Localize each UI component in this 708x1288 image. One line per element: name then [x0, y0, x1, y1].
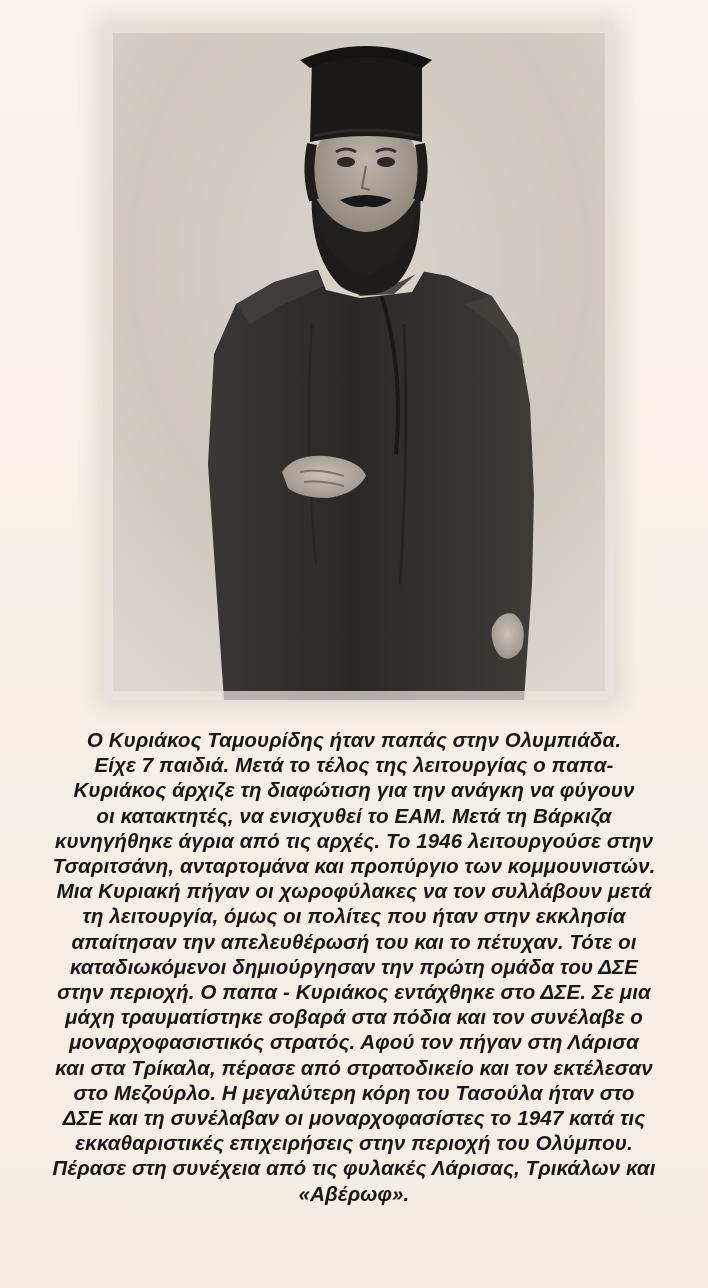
caption-line: εκκαθαριστικές επιχειρήσεις στην περιοχή του Ολύμπου. [75, 1132, 633, 1156]
caption-line: τη λειτουργία, όμως οι πολίτες που ήταν στην εκκλησία [82, 905, 626, 929]
caption-line: ΔΣΕ και τη συνέλαβαν οι μοναρχοφασίστες το 1947 κατά τις [62, 1107, 646, 1131]
caption-line: και στα Τρίκαλα, πέρασε από στρατοδικείο και τον εκτέλεσαν [55, 1056, 653, 1080]
caption-line: Τσαριτσάνη, ανταρτομάνα και προπύργιο των κομμουνιστών. [52, 855, 656, 879]
caption-line: Κυριάκος άρχιζε τη διαφώτιση για την ανάγκη να φύγουν [73, 779, 635, 803]
photo-caption [40, 728, 668, 1207]
caption-line: απαίτησαν την απελευθέρωσή του και το πέτυχαν. Τότε οι [71, 930, 637, 954]
priest-portrait-icon [104, 24, 614, 700]
caption-line: μοναρχοφασιστικός στρατός. Αφού τον πήγαν στη Λάρισα [69, 1031, 639, 1055]
caption-line: Πέρασε στη συνέχεια από τις φυλακές Λάρισας, Τρικάλων και [52, 1157, 656, 1181]
caption-line: καταδιωκόμενοι δημιούργησαν την πρώτη ομάδα του ΔΣΕ [69, 955, 639, 979]
caption-line: Είχε 7 παιδιά. Μετά το τέλος της λειτουργίας ο παπα- [94, 754, 614, 778]
portrait-photo [104, 24, 614, 700]
caption-line: μάχη τραυματίστηκε σοβαρά στα πόδια και τον συνέλαβε ο [65, 1006, 643, 1030]
caption-line: οι κατακτητές, να ενισχυθεί το ΕΑΜ. Μετά τη Βάρκιζα [96, 804, 612, 828]
caption-line: στην περιοχή. Ο παπα - Κυριάκος εντάχθηκε στο ΔΣΕ. Σε μια [57, 981, 651, 1005]
caption-line: Μια Κυριακή πήγαν οι χωροφύλακες να τον συλλάβουν μετά [56, 880, 652, 904]
caption-line: Ο Κυριάκος Ταμουρίδης ήταν παπάς στην Ολυμπιάδα. [86, 729, 622, 752]
caption-line: στο Μεζούρλο. Η μεγαλύτερη κόρη του Τασούλα ήταν στο [73, 1081, 635, 1105]
caption-line: κυνηγήθηκε άγρια από τις αρχές. Το 1946 λειτουργούσε στην [54, 829, 654, 853]
caption-line: «Αβέρωφ». [298, 1182, 410, 1206]
